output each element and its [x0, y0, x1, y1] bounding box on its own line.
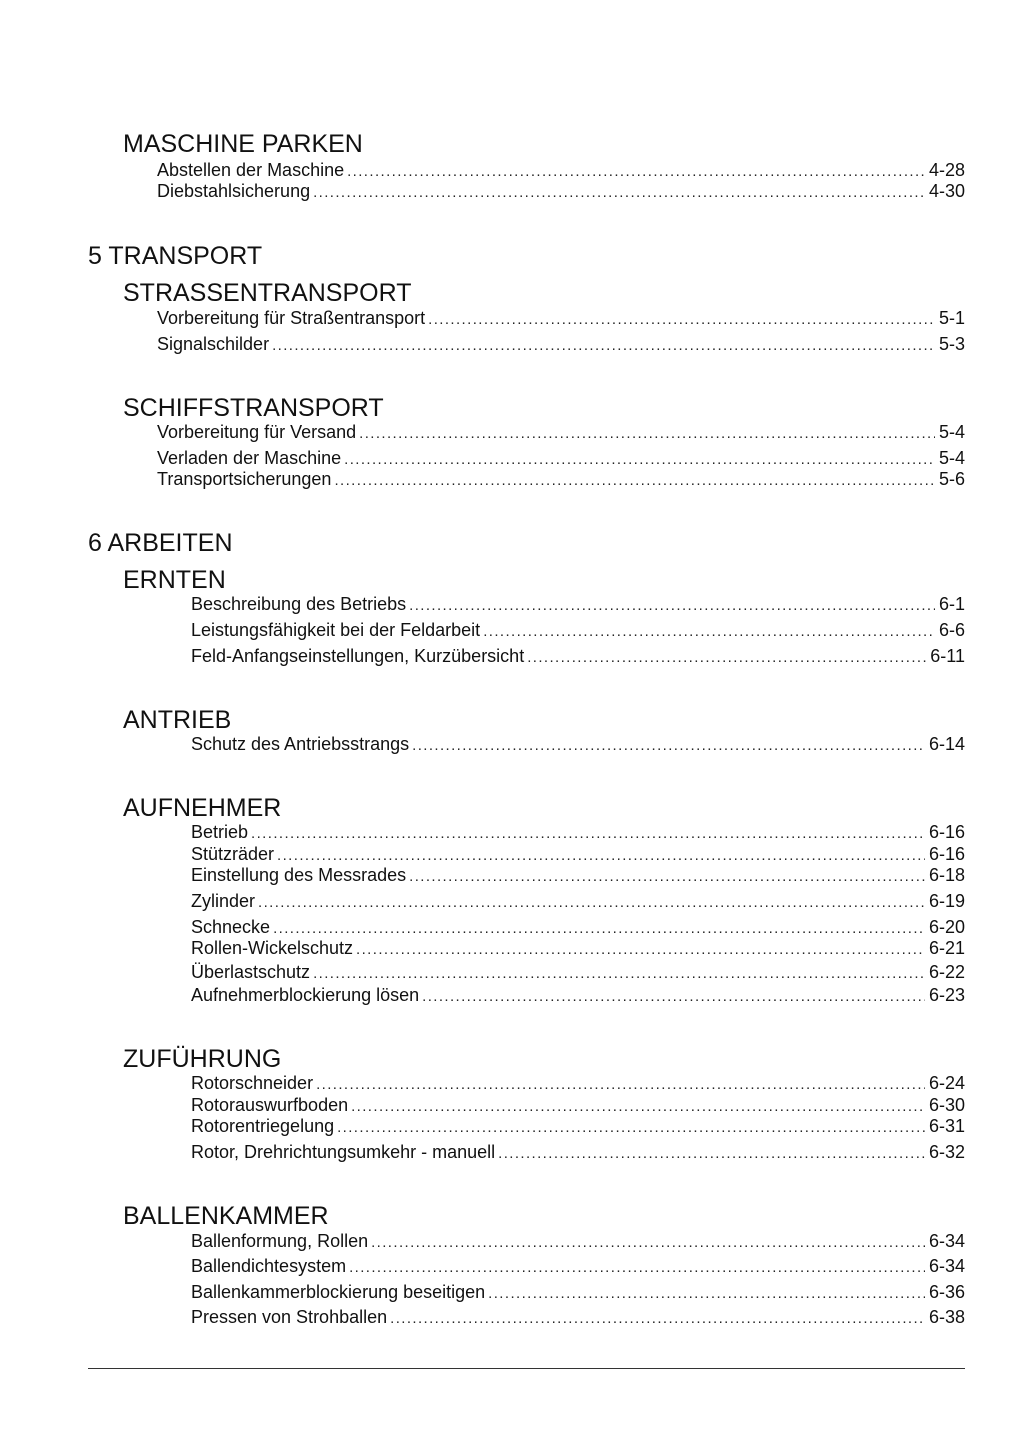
dot-leader: [390, 1311, 925, 1326]
toc-entry[interactable]: [191, 647, 965, 665]
toc-entry[interactable]: [191, 963, 965, 981]
dot-leader: [316, 1077, 925, 1092]
toc-entry-page: 6-18: [928, 865, 965, 885]
toc-entry-page: 6-34: [928, 1231, 965, 1251]
section-title-zufuehrung: ZUFÜHRUNG: [123, 1045, 282, 1073]
toc-entry[interactable]: [191, 939, 965, 957]
toc-entry-label: Diebstahlsicherung: [157, 181, 311, 201]
toc-entry[interactable]: [191, 595, 965, 613]
toc-entry[interactable]: [157, 182, 965, 200]
dot-leader: [337, 1120, 925, 1135]
toc-entry-page: 6-1: [938, 594, 965, 614]
dot-leader: [428, 312, 935, 327]
dot-leader: [527, 650, 926, 665]
toc-entry-label: Rollen-Wickelschutz: [191, 938, 354, 958]
dot-leader: [349, 1260, 925, 1275]
section-title-antrieb: ANTRIEB: [123, 706, 232, 734]
toc-entry[interactable]: [191, 735, 965, 753]
toc-entry[interactable]: [191, 823, 965, 841]
dot-leader: [412, 738, 925, 753]
toc-entry-page: 4-28: [928, 160, 965, 180]
toc-entry[interactable]: [191, 1117, 965, 1135]
toc-entry[interactable]: [191, 1232, 965, 1250]
chapter-title-transport: 5 TRANSPORT: [88, 242, 263, 270]
toc-entry[interactable]: [157, 449, 965, 467]
toc-entry-page: 6-6: [938, 620, 965, 640]
section-title-aufnehmer: AUFNEHMER: [123, 794, 282, 822]
toc-entry-label: Signalschilder: [157, 334, 270, 354]
toc-entry-label: Ballendichtesystem: [191, 1256, 347, 1276]
toc-entry-page: 6-21: [928, 938, 965, 958]
toc-entry-page: 6-24: [928, 1073, 965, 1093]
dot-leader: [347, 164, 925, 179]
toc-entry-label: Rotorauswurfboden: [191, 1095, 349, 1115]
toc-entry-page: 6-23: [928, 985, 965, 1005]
dot-leader: [272, 338, 935, 353]
dot-leader: [356, 942, 925, 957]
toc-entry-label: Feld-Anfangseinstellungen, Kurzübersicht: [191, 646, 525, 666]
dot-leader: [258, 895, 925, 910]
toc-entry-label: Schnecke: [191, 917, 271, 937]
toc-entry-label: Einstellung des Messrades: [191, 865, 407, 885]
toc-entry[interactable]: [191, 986, 965, 1004]
toc-entry-page: 6-11: [930, 646, 965, 666]
section-title-ernten: ERNTEN: [123, 566, 226, 594]
toc-entry[interactable]: [157, 470, 965, 488]
toc-entry[interactable]: [157, 423, 965, 441]
toc-entry[interactable]: [157, 335, 965, 353]
toc-entry[interactable]: [191, 845, 965, 863]
toc-entry[interactable]: [157, 161, 965, 179]
dot-leader: [409, 598, 935, 613]
toc-entry-page: 5-4: [938, 422, 965, 442]
toc-entry-page: 4-30: [928, 181, 965, 201]
toc-entry[interactable]: [191, 1257, 965, 1275]
toc-entry[interactable]: [191, 1074, 965, 1092]
toc-entry-page: 6-16: [928, 844, 965, 864]
toc-entry-page: 5-3: [938, 334, 965, 354]
dot-leader: [313, 185, 925, 200]
toc-entry-label: Vorbereitung für Straßentransport: [157, 308, 426, 328]
chapter-title-arbeiten: 6 ARBEITEN: [88, 529, 233, 557]
toc-entry[interactable]: [191, 1308, 965, 1326]
toc-entry-label: Pressen von Strohballen: [191, 1307, 388, 1327]
dot-leader: [498, 1146, 925, 1161]
toc-entry-label: Zylinder: [191, 891, 256, 911]
toc-entry-label: Rotorentriegelung: [191, 1116, 335, 1136]
toc-entry-label: Ballenformung, Rollen: [191, 1231, 369, 1251]
toc-entry-label: Stützräder: [191, 844, 275, 864]
toc-entry-label: Beschreibung des Betriebs: [191, 594, 407, 614]
section-title-ballenkammer: BALLENKAMMER: [123, 1202, 329, 1230]
toc-entry-page: 6-36: [928, 1282, 965, 1302]
footer-divider: [88, 1368, 965, 1369]
dot-leader: [251, 826, 925, 841]
toc-entry-label: Abstellen der Maschine: [157, 160, 345, 180]
toc-entry-label: Vorbereitung für Versand: [157, 422, 357, 442]
toc-entry[interactable]: [157, 309, 965, 327]
toc-entry-page: 6-34: [928, 1256, 965, 1276]
toc-entry-label: Rotorschneider: [191, 1073, 314, 1093]
toc-entry-page: 6-31: [928, 1116, 965, 1136]
dot-leader: [488, 1286, 925, 1301]
dot-leader: [359, 426, 935, 441]
dot-leader: [334, 473, 935, 488]
dot-leader: [277, 848, 925, 863]
dot-leader: [371, 1235, 925, 1250]
toc-entry-label: Verladen der Maschine: [157, 448, 342, 468]
toc-entry[interactable]: [191, 1143, 965, 1161]
dot-leader: [351, 1099, 925, 1114]
toc-entry[interactable]: [191, 1096, 965, 1114]
dot-leader: [422, 989, 925, 1004]
dot-leader: [273, 921, 925, 936]
toc-entry-label: Überlastschutz: [191, 962, 311, 982]
section-title-schiffstransport: SCHIFFSTRANSPORT: [123, 394, 384, 422]
toc-entry-page: 6-14: [928, 734, 965, 754]
toc-entry-page: 6-19: [928, 891, 965, 911]
toc-entry-label: Leistungsfähigkeit bei der Feldarbeit: [191, 620, 481, 640]
toc-entry-page: 6-38: [928, 1307, 965, 1327]
toc-entry[interactable]: [191, 1283, 965, 1301]
toc-entry-label: Transportsicherungen: [157, 469, 332, 489]
toc-entry-page: 5-6: [938, 469, 965, 489]
toc-entry-page: 6-30: [928, 1095, 965, 1115]
toc-entry[interactable]: [191, 918, 965, 936]
toc-entry-page: 5-4: [938, 448, 965, 468]
dot-leader: [344, 452, 935, 467]
toc-entry-label: Betrieb: [191, 822, 249, 842]
section-title-strassentransport: STRASSENTRANSPORT: [123, 279, 412, 307]
toc-entry-page: 6-32: [928, 1142, 965, 1162]
toc-entry-page: 6-16: [928, 822, 965, 842]
toc-entry-page: 5-1: [938, 308, 965, 328]
toc-entry[interactable]: [191, 866, 965, 884]
dot-leader: [313, 966, 925, 981]
toc-entry-page: 6-22: [928, 962, 965, 982]
toc-entry-label: Aufnehmerblockierung lösen: [191, 985, 420, 1005]
toc-entry-label: Rotor, Drehrichtungsumkehr - manuell: [191, 1142, 496, 1162]
toc-entry[interactable]: [191, 621, 965, 639]
section-title-maschine-parken: MASCHINE PARKEN: [123, 130, 363, 158]
dot-leader: [409, 869, 925, 884]
toc-entry-page: 6-20: [928, 917, 965, 937]
toc-entry-label: Schutz des Antriebsstrangs: [191, 734, 410, 754]
dot-leader: [483, 624, 935, 639]
toc-entry[interactable]: [191, 892, 965, 910]
toc-entry-label: Ballenkammerblockierung beseitigen: [191, 1282, 486, 1302]
